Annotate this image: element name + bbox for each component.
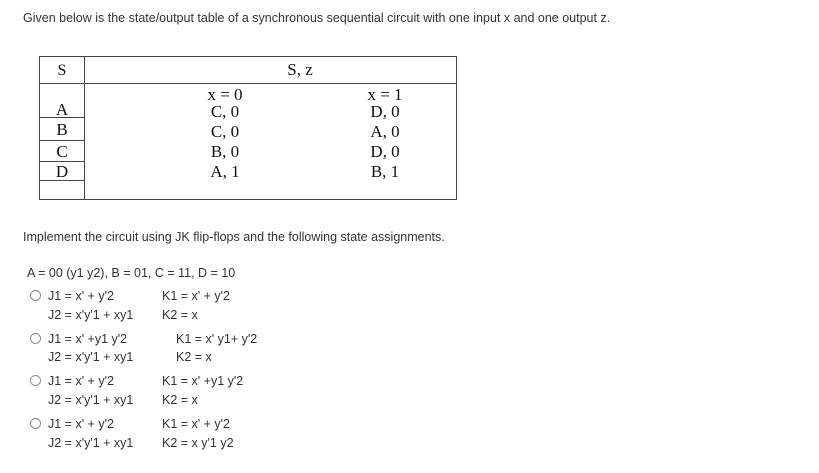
radio-button[interactable] xyxy=(30,418,41,429)
radio-button[interactable] xyxy=(30,290,41,301)
j1-equation: J1 = x' +y1 y'2 xyxy=(48,332,128,346)
next-state-x1: D, 0 xyxy=(370,102,400,121)
j2-equation: J2 = x'y'1 + xy1 xyxy=(48,350,134,364)
state-cell: A xyxy=(55,100,69,119)
next-state-x1: A, 0 xyxy=(370,122,400,141)
radio-button[interactable] xyxy=(30,375,41,386)
j2-equation: J2 = x'y'1 + xy1 xyxy=(48,393,134,407)
next-state-x0: C, 0 xyxy=(210,102,240,121)
table-divider xyxy=(84,57,85,199)
next-state-x1: D, 0 xyxy=(370,142,400,161)
k2-equation: K2 = x xyxy=(162,393,198,407)
question-intro: Given below is the state/output table of a synchronous sequential circuit with one input x and one output z. xyxy=(23,11,611,25)
k1-equation: K1 = x' y1+ y'2 xyxy=(176,332,258,346)
next-state-output-header: S, z xyxy=(287,60,313,79)
state-assignment: A = 00 (y1 y2), B = 01, C = 11, D = 10 xyxy=(27,266,236,280)
j1-equation: J1 = x' + y'2 xyxy=(48,374,114,388)
table-divider xyxy=(40,83,456,84)
state-output-table xyxy=(39,56,457,200)
radio-button[interactable] xyxy=(30,333,41,344)
j2-equation: J2 = x'y'1 + xy1 xyxy=(48,308,134,322)
j1-equation: J1 = x' + y'2 xyxy=(48,417,114,431)
k2-equation: K2 = x y'1 y2 xyxy=(162,436,234,450)
next-state-x0: A, 1 xyxy=(210,162,240,181)
k1-equation: K1 = x' + y'2 xyxy=(162,417,231,431)
j2-equation: J2 = x'y'1 + xy1 xyxy=(48,436,134,450)
state-cell: C xyxy=(56,142,68,161)
k2-equation: K2 = x xyxy=(162,308,198,322)
next-state-x0: B, 0 xyxy=(210,142,240,161)
k1-equation: K1 = x' +y1 y'2 xyxy=(162,374,244,388)
state-cell: D xyxy=(55,162,69,181)
k1-equation: K1 = x' + y'2 xyxy=(162,289,231,303)
k2-equation: K2 = x xyxy=(176,350,212,364)
next-state-x0: C, 0 xyxy=(210,122,240,141)
column-header-x1: x = 1 xyxy=(367,85,403,104)
state-header: S xyxy=(57,62,67,79)
implement-instruction: Implement the circuit using JK flip-flops and the following state assignments. xyxy=(23,230,445,244)
state-cell: B xyxy=(56,120,68,139)
column-header-x0: x = 0 xyxy=(207,85,243,104)
next-state-x1: B, 1 xyxy=(370,162,400,181)
table-divider xyxy=(40,140,84,141)
j1-equation: J1 = x' + y'2 xyxy=(48,289,114,303)
